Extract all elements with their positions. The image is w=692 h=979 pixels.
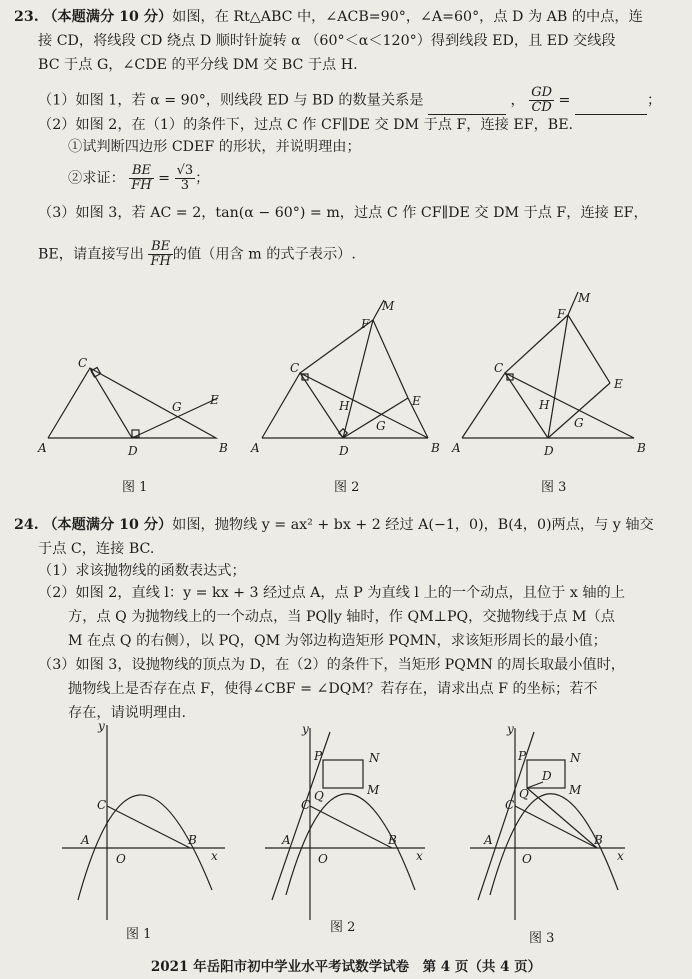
q23-part2: （2）如图 2，在（1）的条件下，过点 C 作 CF∥DE 交 DM 于点 F，连接 EF，BE. xyxy=(38,117,574,133)
fig3-label-m24: M xyxy=(569,783,582,797)
fig1-label-a: A xyxy=(38,441,47,455)
q24-part1: （1）求该抛物线的函数表达式； xyxy=(38,563,246,579)
fig2-label-a24: A xyxy=(282,833,291,847)
q23-part3-line2: BE，请直接写出 $\frac{BE}{FH}$ 的值（用含 m 的式子表示）. xyxy=(38,239,356,269)
fig2-label-q: Q xyxy=(314,789,324,803)
fig3-label-a24: A xyxy=(484,833,493,847)
fig1-label-c24: C xyxy=(97,798,107,812)
fig1-label-x: x xyxy=(211,849,218,863)
fig3-label-o: O xyxy=(522,852,532,866)
fig2-label-p: P xyxy=(314,749,323,763)
page-footer: 2021 年岳阳市初中学业水平考试数学试卷 第 4 页（共 4 页） xyxy=(150,959,542,975)
fig3-label-x: x xyxy=(617,849,624,863)
q23-part1: （1）如图 1，若 α = 90°，则线段 ED 与 BD 的数量关系是 ， $\frac{GD}{CD}$ = ； xyxy=(38,85,662,115)
fig2-label-c: C xyxy=(290,361,300,375)
q23-figure-3 xyxy=(462,292,634,438)
q23-figure-2 xyxy=(262,300,428,438)
fig1-label-o: O xyxy=(116,852,126,866)
fig2-label-y: y xyxy=(302,722,309,736)
q24-caption-2: 图 2 xyxy=(330,920,356,935)
fig1-label-e: E xyxy=(210,393,219,407)
fig2-label-m24: M xyxy=(367,783,380,797)
q24-figure-3 xyxy=(470,728,625,920)
fig3-label-a: A xyxy=(452,441,461,455)
fig2-label-o: O xyxy=(318,852,328,866)
q24-figure-2 xyxy=(265,728,425,920)
q23-line1: 23. （本题满分 10 分）如图，在 Rt△ABC 中，∠ACB=90°，∠A=60°，点 D 为 AB 的中点，连 xyxy=(14,9,643,25)
q24-line1: 24. （本题满分 10 分）如图，抛物线 y = ax² + bx + 2 经过 A(−1，0)，B(4，0)两点，与 y 轴交 xyxy=(14,517,654,533)
fig2-label-b24: B xyxy=(388,833,397,847)
fig1-label-b24: B xyxy=(188,833,197,847)
fig3-label-b: B xyxy=(637,441,646,455)
fig1-label-d: D xyxy=(128,444,138,458)
answer-blank-1[interactable] xyxy=(428,100,506,115)
fig3-label-q: Q xyxy=(519,787,529,801)
fig2-label-m: M xyxy=(382,299,395,313)
q23-part3: （3）如图 3，若 AC = 2，tan(α − 60°) = m，过点 C 作 CF∥DE 交 DM 于点 F，连接 EF， xyxy=(38,205,648,221)
fig2-label-h: H xyxy=(339,399,350,413)
fig1-label-c: C xyxy=(78,356,88,370)
fraction-gd-cd: $\frac{GD}{CD}$ xyxy=(531,85,553,115)
q23-line3: BC 于点 G，∠CDE 的平分线 DM 交 BC 于点 H. xyxy=(38,57,358,73)
q24-caption-3: 图 3 xyxy=(529,931,555,946)
q23-part2-i: ①试判断四边形 CDEF 的形状，并说明理由； xyxy=(68,139,361,155)
q23-figure-1 xyxy=(48,368,218,439)
fig3-label-d: D xyxy=(544,444,554,458)
q23-caption-1: 图 1 xyxy=(122,480,148,495)
fig3-label-f: F xyxy=(557,307,566,321)
q23-part2-ii: ②求证： $\frac{BE}{FH}$ = $\frac{√3}{3}$ ； xyxy=(68,163,210,193)
fig1-label-y: y xyxy=(98,720,105,733)
fig2-label-a: A xyxy=(251,441,260,455)
fig2-label-d: D xyxy=(339,444,349,458)
q24-part3-l3: 存在，请说明理由. xyxy=(68,705,187,721)
fig2-label-x: x xyxy=(416,849,423,863)
fig3-label-c24: C xyxy=(505,798,515,812)
fig1-label-b: B xyxy=(219,441,228,455)
fig3-label-c: C xyxy=(494,361,504,375)
fig3-label-g: G xyxy=(574,416,584,430)
q23-figures xyxy=(0,280,692,490)
q24-caption-1: 图 1 xyxy=(126,927,152,942)
fig2-label-g: G xyxy=(376,419,386,433)
q23-caption-2: 图 2 xyxy=(334,480,360,495)
fig1-label-g: G xyxy=(172,400,182,414)
fig2-label-n: N xyxy=(369,751,380,765)
q24-figure-1 xyxy=(62,725,225,920)
fig2-label-c24: C xyxy=(301,798,311,812)
fig3-label-b24: B xyxy=(594,833,603,847)
fig2-label-e: E xyxy=(412,394,421,408)
q24-part2-l3: M 在点 Q 的右侧），以 PQ，QM 为邻边构造矩形 PQMN，求该矩形周长的最小值； xyxy=(68,633,607,649)
fig3-label-p: P xyxy=(518,749,527,763)
q24-line2: 于点 C，连接 BC. xyxy=(38,541,155,557)
q24-part3-l1: （3）如图 3，设抛物线的顶点为 D，在（2）的条件下，当矩形 PQMN 的周长取最小值时， xyxy=(38,657,625,673)
q24-part2-l2: 方，点 Q 为抛物线上的一个动点，当 PQ∥y 轴时，作 QM⊥PQ，交抛物线于点 M（点 xyxy=(68,609,615,625)
fig3-label-m: M xyxy=(578,291,591,305)
fig3-label-h: H xyxy=(539,398,550,412)
fig3-label-e: E xyxy=(614,377,623,391)
fig3-label-y: y xyxy=(507,722,514,736)
answer-blank-2[interactable] xyxy=(575,100,647,115)
q24-part3-l2: 抛物线上是否存在点 F，使得∠CBF = ∠DQM？若存在，请求出点 F 的坐标；若不 xyxy=(68,681,598,697)
fig1-label-a24: A xyxy=(81,833,90,847)
q24-part2-l1: （2）如图 2，直线 l：y = kx + 3 经过点 A，点 P 为直线 l 上的一个动点，且位于 x 轴的上 xyxy=(38,585,625,601)
q24-figures xyxy=(0,720,692,930)
q23-caption-3: 图 3 xyxy=(541,480,567,495)
q23-line2: 接 CD，将线段 CD 绕点 D 顺时针旋转 α （60°＜α＜120°）得到线段 ED，且 ED 交线段 xyxy=(38,33,616,49)
fig3-label-n: N xyxy=(570,751,581,765)
fig2-label-b: B xyxy=(431,441,440,455)
fig2-label-f: F xyxy=(361,317,370,331)
fig3-label-d24: D xyxy=(542,769,552,783)
